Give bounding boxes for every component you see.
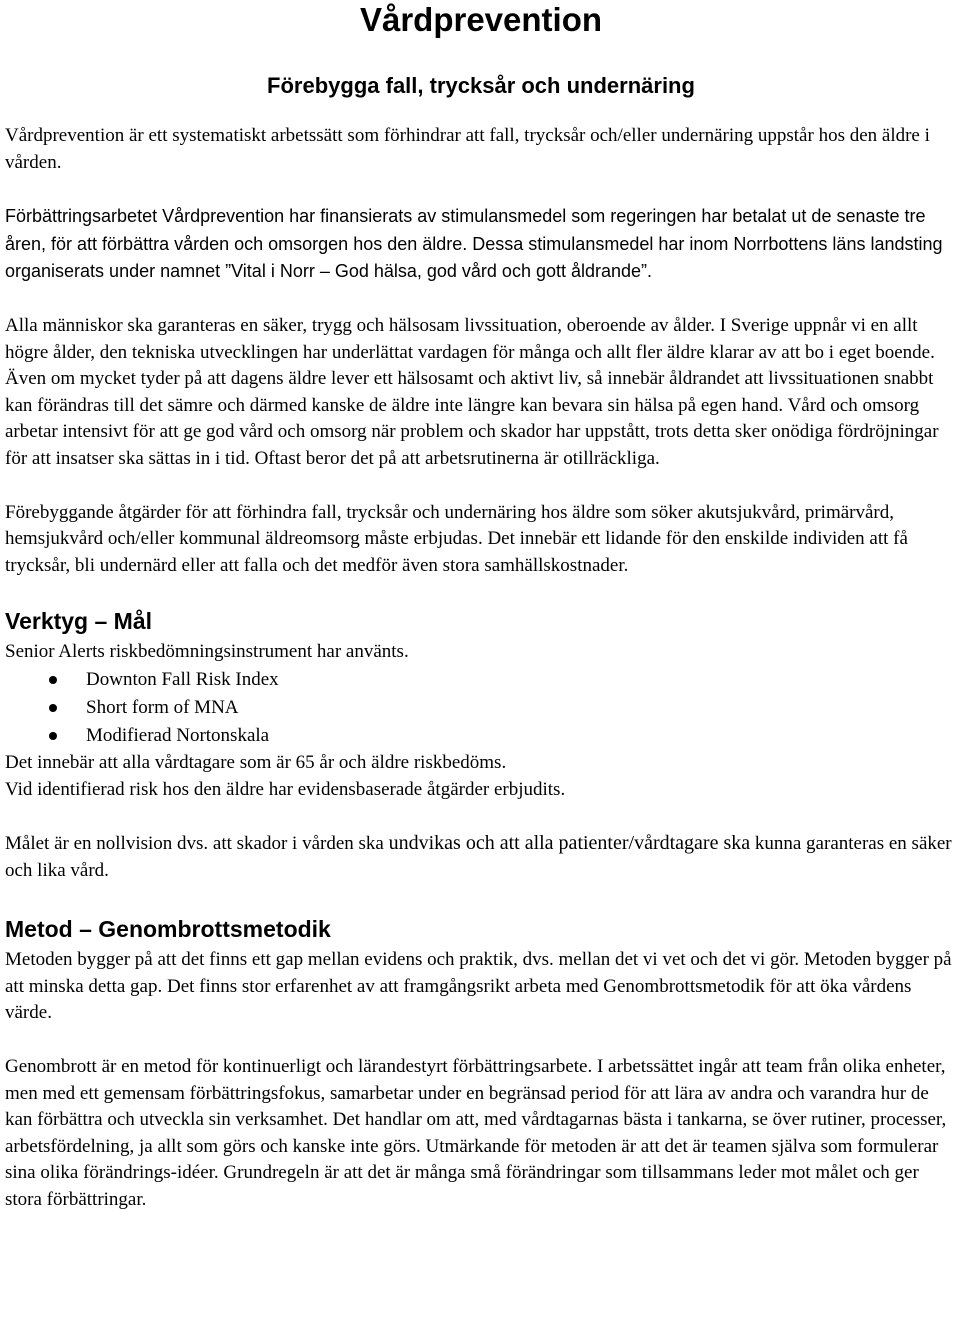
bullet-icon bbox=[49, 732, 57, 740]
tool-label: Modifierad Nortonskala bbox=[86, 724, 270, 746]
goal-paragraph bbox=[5, 830, 957, 884]
list-item bbox=[5, 666, 957, 694]
section-heading-verktyg: Verktyg – Mål bbox=[5, 608, 153, 635]
goal-text-part3: kunna garanteras en säker och lika vård. bbox=[5, 833, 952, 881]
prevention-paragraph: Förebyggande åtgärder för att förhindra fall, trycksår och undernäring hos äldre som söker akutsjukvård, primärvård, hemsjukvård och/eller kommunal äldreomsorg måste erbjudas. Det innebär ett lidande för den enskilde individen att få trycksår, bli undernärd eller att falla och det medför även stora samhällskostnader. bbox=[5, 501, 908, 576]
page-subtitle: Förebygga fall, trycksår och undernäring bbox=[267, 73, 695, 98]
tools-list bbox=[5, 666, 957, 750]
metod-paragraph-2: Genombrott är en metod för kontinuerligt och lärandestyrt förbättringsarbete. I arbetssättet ingår att team från olika enheter, men med ett gemensam förbättringsfokus, samarbetar under en begränsad period för att lära av andra och varandra hur de kan förbättra och utveckla sin verksamhet. Det handlar om att, med vårdtagarnas bästa i tankarna, se över rutiner, processer, arbetsfördelning, ja allt som görs och kanske inte görs. Utmärkande för metoden är att det är teamen själva som formulerar sina olika förändrings-idéer. Grundregeln är att det är många små förändringar som tillsammans leder mot målet och ger stora förbättringar. bbox=[5, 1056, 947, 1211]
metod-paragraph-1: Metoden bygger på att det finns ett gap mellan evidens och praktik, dvs. mellan det vi vet och det vi gör. Metoden bygger på att minska detta gap. Det finns stor erfarenhet av att framgångsrikt arbeta med Genombrottsmetodik för att öka vårdens värde. bbox=[5, 949, 952, 1024]
bullet-icon bbox=[49, 704, 57, 712]
verktyg-line-1: Det innebär att alla vårdtagare som är 65 år och äldre riskbedöms. bbox=[5, 751, 507, 773]
page-title: Vårdprevention bbox=[359, 1, 603, 38]
verktyg-intro: Senior Alerts riskbedömningsinstrument har använts. bbox=[5, 641, 409, 663]
section-heading-metod: Metod – Genombrottsmetodik bbox=[5, 916, 331, 943]
verktyg-line-2: Vid identifierad risk hos den äldre har evidensbaserade åtgärder erbjudits. bbox=[5, 778, 566, 800]
funding-text-part1: Förbättringsarbetet Vårdprevention har finansierats av stimulansmedel som regeringen har betalat ut de senaste tre åren, för att förbättra vården och omsorgen hos den äldre. bbox=[5, 206, 926, 254]
goal-text-part2: undvikas och att alla patienter/vårdtagare ska bbox=[388, 832, 751, 855]
goal-text-part1: Målet är en nollvision dvs. att skador i vården ska bbox=[5, 833, 389, 855]
safety-paragraph: Alla människor ska garanteras en säker, trygg och hälsosam livssituation, oberoende av ålder. I Sverige uppnår vi en allt högre ålder, den tekniska utvecklingen har underlättat vardagen för många och allt fler äldre klarar av att bo i eget boende. Även om mycket tyder på att dagens äldre lever ett hälsosamt och aktivt liv, så innebär åldrandet att livssituationen snabbt kan förändras till det sämre och därmed kanske de äldre inte längre kan bevara sin hälsa på egen hand. Vård och omsorg arbetar intensivt för att ge god vård och omsorg när problem och skador har uppstått, trots detta sker onödiga fördröjningar för att insatser ska sättas in i tid. Oftast beror det på att arbetsrutinerna är otillräckliga. bbox=[5, 314, 939, 469]
list-item bbox=[5, 722, 957, 750]
funding-text-part2: Dessa stimulansmedel har inom Norrbottens läns landsting organiserats under namnet ”Vital i Norr – God hälsa, god vård och gott åldrande”. bbox=[5, 233, 943, 282]
tool-label: Downton Fall Risk Index bbox=[86, 668, 279, 690]
bullet-icon bbox=[49, 676, 57, 684]
tool-label: Short form of MNA bbox=[86, 696, 239, 718]
document-page bbox=[5, 0, 957, 1214]
intro-paragraph: Vårdprevention är ett systematiskt arbetssätt som förhindrar att fall, trycksår och/eller undernäring uppstår hos den äldre i vården. bbox=[5, 125, 930, 173]
list-item bbox=[5, 694, 957, 722]
funding-paragraph bbox=[5, 203, 957, 286]
